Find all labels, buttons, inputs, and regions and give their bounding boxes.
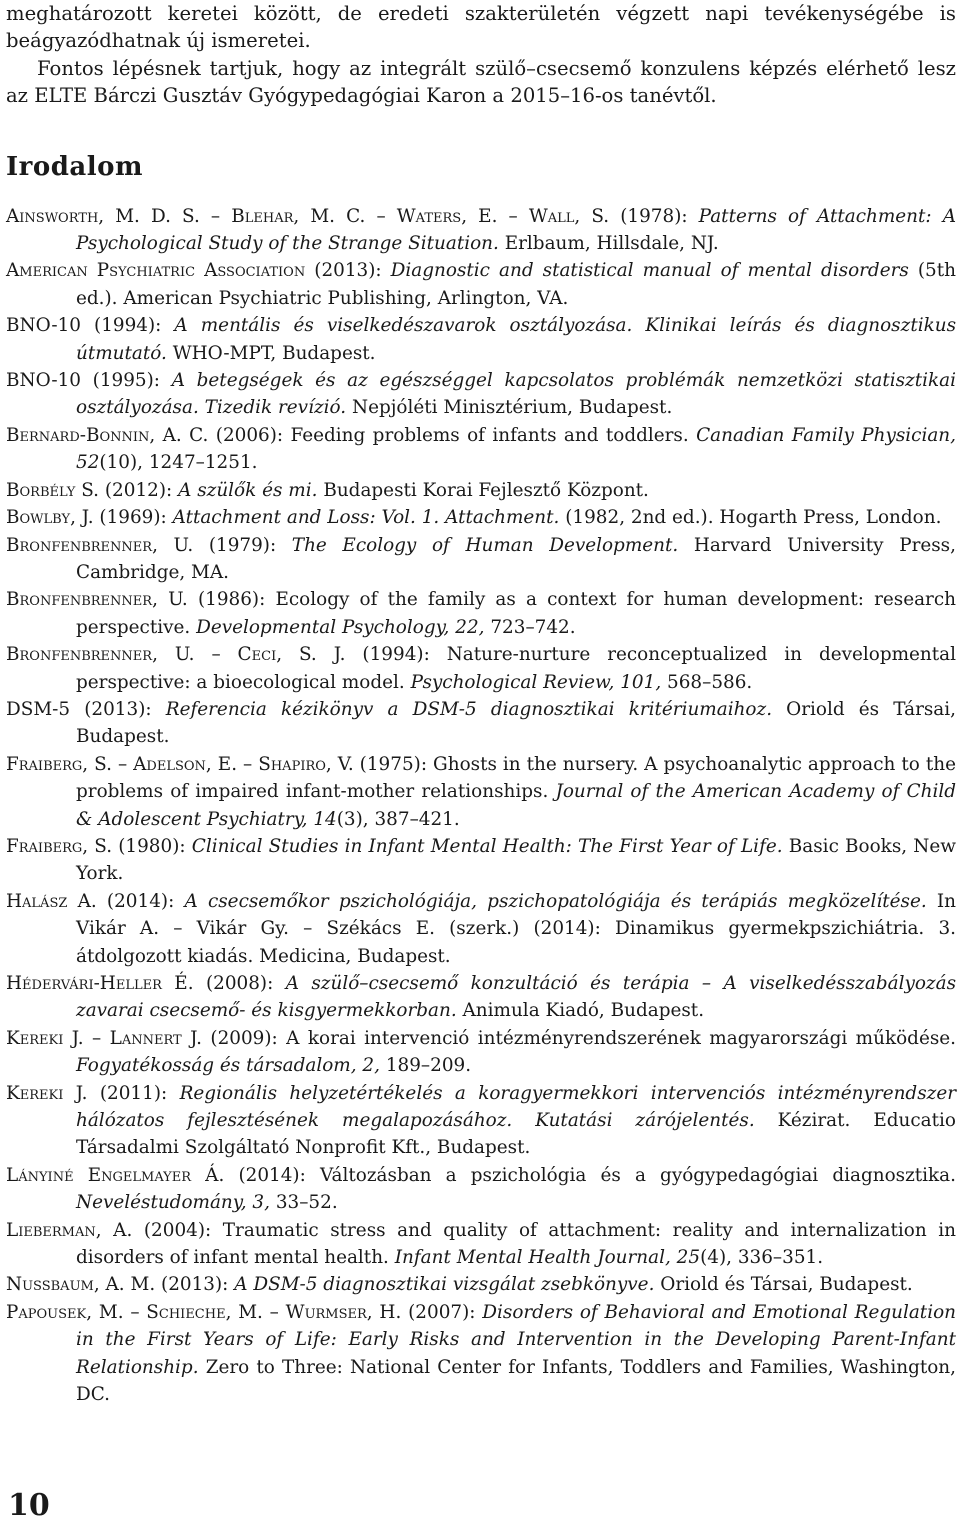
reference-publisher: Basic Books, New York. [76,835,956,885]
reference-publisher: Nepjóléti Minisztérium, Budapest. [346,397,673,419]
reference-year: (1975): Ghosts in the nursery. A psychoanalytic approach to the problems of impaired infant-mother relationships. [76,753,956,803]
reference-title: Clinical Studies in Infant Mental Health: The First Year of Life. [191,835,783,857]
reference-authors: Fraiberg, S. – Adelson, E. – Shapiro, V. [6,753,354,775]
reference-item [6,1080,956,1162]
reference-title: Infant Mental Health Journal, 25 [394,1247,701,1269]
reference-publisher: Zero to Three: National Center for Infants, Toddlers and Families, Washington, DC. [76,1356,956,1406]
reference-item [6,1162,956,1217]
reference-title: Journal of the American Academy of Child & Adolescent Psychiatry, 14 [76,781,956,830]
reference-title: Referencia kézikönyv a DSM-5 diagnosztikai kritériumaihoz. [165,698,773,720]
reference-title: Diagnostic and statistical manual of mental disorders [390,260,909,282]
reference-authors: Bronfenbrenner, U. – Ceci, S. J. [6,644,346,666]
reference-year: BNO-10 (1995): [6,370,172,392]
reference-authors: Kereki J. [6,1082,88,1104]
reference-year: (1978): [609,205,699,227]
reference-item [6,1299,956,1409]
reference-year: (2013): [305,260,391,282]
reference-year: (1969): [93,507,173,529]
reference-title: Regionális helyzetértékelés a koragyermekkori intervenciós intézményrendszer hálózatos fejlesztésének megalapozásához. Kutatási zárójelentés. [76,1082,956,1132]
reference-year: (1994): Nature-nurture reconceptualized in developmental perspective: a bioecological model. [76,644,957,693]
reference-item [6,504,956,531]
intro-paragraph-text: Fontos lépésnek tartjuk, hogy az integrált szülő–csecsemő konzulens képzés elérhető lesz az ELTE Bárczi Gusztáv Gyógypedagógiai Karon a 2015–16-os tanévtől. [6,56,956,108]
reference-publisher: Erlbaum, Hillsdale, NJ. [498,233,719,255]
reference-item [6,970,956,1025]
reference-year: (2014): [96,890,185,912]
reference-title: Canadian Family Physician, 52 [76,424,956,474]
reference-year: (2007): [401,1301,483,1323]
reference-title: A szülők és mi. [178,479,318,501]
reference-authors: Lányiné Engelmayer Á. [6,1164,225,1186]
reference-publisher: 568–586. [661,671,753,693]
reference-authors: Lieberman, A. [6,1219,133,1241]
reference-authors: American Psychiatric Association [6,260,306,282]
reference-authors: Bronfenbrenner, U. [6,589,188,611]
reference-authors: Kereki J. – Lannert J. [6,1027,202,1049]
reference-item [6,312,956,367]
reference-title: A betegségek és az egészséggel kapcsolatos problémák nemzetközi statisztikai osztályozása. Tizedik revízió. [76,370,956,419]
reference-publisher: Kézirat. Educatio Társadalmi Szolgáltató Nonprofit Kft., Budapest. [76,1110,956,1159]
reference-item [6,532,956,587]
reference-publisher: (10), 1247–1251. [99,452,258,474]
reference-title: A csecsemőkor pszichológiája, pszichopatológiája és terápiás megközelítése. [184,890,927,912]
reference-year: (2014): Változásban a pszichológia és a gyógypedagógiai diagnosztika. [224,1164,956,1186]
reference-item [6,696,956,751]
reference-authors: Borbély S. [6,479,100,501]
reference-publisher: 189–209. [379,1055,472,1077]
reference-authors: Ainsworth, M. D. S. – Blehar, M. C. – Waters, E. – Wall, S. [6,205,610,227]
reference-year: DSM-5 (2013): [6,698,166,720]
reference-title: Neveléstudomány, 3, [76,1192,270,1214]
reference-year: (2012): [99,479,179,501]
reference-item [6,888,956,970]
reference-title: A mentális és viselkedészavarok osztályozása. Klinikai leírás és diagnosztikus útmutató. [76,315,957,364]
reference-year: (1980): [112,835,192,857]
reference-item [6,367,956,422]
reference-publisher: Harvard University Press, Cambridge, MA. [76,534,956,583]
intro-paragraph-end: meghatározott keretei között, de eredeti szakterületén végzett napi tevékenységébe is beágyazódhatnak új ismeretei. [6,2,956,53]
section-title: Irodalom [6,151,143,182]
reference-item [6,477,956,504]
reference-publisher: 723–742. [484,616,576,638]
reference-publisher: Animula Kiadó, Budapest. [456,1000,705,1022]
reference-list [6,203,956,1409]
reference-authors: Bronfenbrenner, U. [6,534,194,556]
reference-title: Attachment and Loss: Vol. 1. Attachment. [172,507,560,529]
reference-publisher: Oriold és Társai, Budapest. [76,698,956,748]
reference-publisher: Oriold és Társai, Budapest. [654,1274,913,1296]
reference-authors: Halász A. [6,890,97,912]
reference-authors: Nussbaum, A. M. [6,1274,156,1296]
reference-item [6,257,956,312]
reference-item [6,586,956,641]
reference-year: (2004): Traumatic stress and quality of attachment: reality and internalization in disorders of infant mental health. [76,1219,957,1269]
reference-publisher: (4), 336–351. [700,1247,824,1269]
reference-authors: Fraiberg, S. [6,835,113,857]
reference-publisher: (5th ed.). American Psychiatric Publishing, Arlington, VA. [76,260,956,309]
reference-title: A szülő–csecsemő konzultáció és terápia – A viselkedésszabályozás zavarai csecsemő- és kisgyermekkorban. [76,973,957,1022]
reference-item [6,833,956,888]
reference-item [6,203,956,258]
reference-year: (2008): [193,973,286,994]
reference-title: Developmental Psychology, 22, [196,616,485,638]
reference-publisher: Budapesti Korai Fejlesztő Központ. [317,479,649,501]
reference-item [6,1025,956,1080]
reference-title: A DSM-5 diagnosztikai vizsgálat zsebkönyve. [234,1274,655,1296]
reference-publisher: (3), 387–421. [336,808,460,830]
reference-item [6,422,956,477]
reference-item [6,1271,956,1298]
reference-publisher: 33–52. [269,1192,338,1214]
reference-publisher: In Vikár A. – Vikár Gy. – Székács E. (szerk.) (2014): Dinamikus gyermekpszichiátria. 3. átdolgozott kiadás. Medicina, Budapest. [76,890,957,967]
reference-publisher: (1982, 2nd ed.). Hogarth Press, London. [559,507,942,529]
reference-item [6,1217,956,1272]
reference-item [6,751,956,833]
page-content [6,0,956,1409]
page-number: 10 [8,1488,50,1523]
reference-year: (2013): [155,1274,235,1296]
reference-title: The Ecology of Human Development. [291,534,679,556]
reference-title: Psychological Review, 101, [410,671,662,693]
reference-year: (1986): Ecology of the family as a context for human development: research perspective. [76,589,956,638]
reference-title: Fogyatékosság és társadalom, 2, [76,1055,380,1077]
reference-authors: Bowlby, J. [6,507,94,529]
intro-paragraph [6,55,956,110]
reference-year: (1979): [193,534,292,556]
reference-title: Patterns of Attachment: A Psychological Study of the Strange Situation. [76,205,956,255]
reference-publisher: WHO-MPT, Budapest. [166,342,376,364]
reference-year: (2009): A korai intervenció intézményrendszerének magyarországi működése. [201,1027,956,1049]
reference-year: BNO-10 (1994): [6,315,175,337]
reference-authors: Hédervári-Heller É. [6,973,194,994]
reference-authors: Bernard-Bonnin, A. C. [6,424,209,446]
reference-year: (2011): [87,1082,180,1104]
reference-authors: Papousek, M. – Schieche, M. – Wurmser, H. [6,1301,402,1323]
reference-item [6,641,956,696]
reference-year: (2006): Feeding problems of infants and toddlers. [208,424,697,446]
reference-title: Disorders of Behavioral and Emotional Regulation in the First Years of Life: Early Risks and Intervention in the Developing Parent-Infant Relationship. [76,1301,956,1378]
